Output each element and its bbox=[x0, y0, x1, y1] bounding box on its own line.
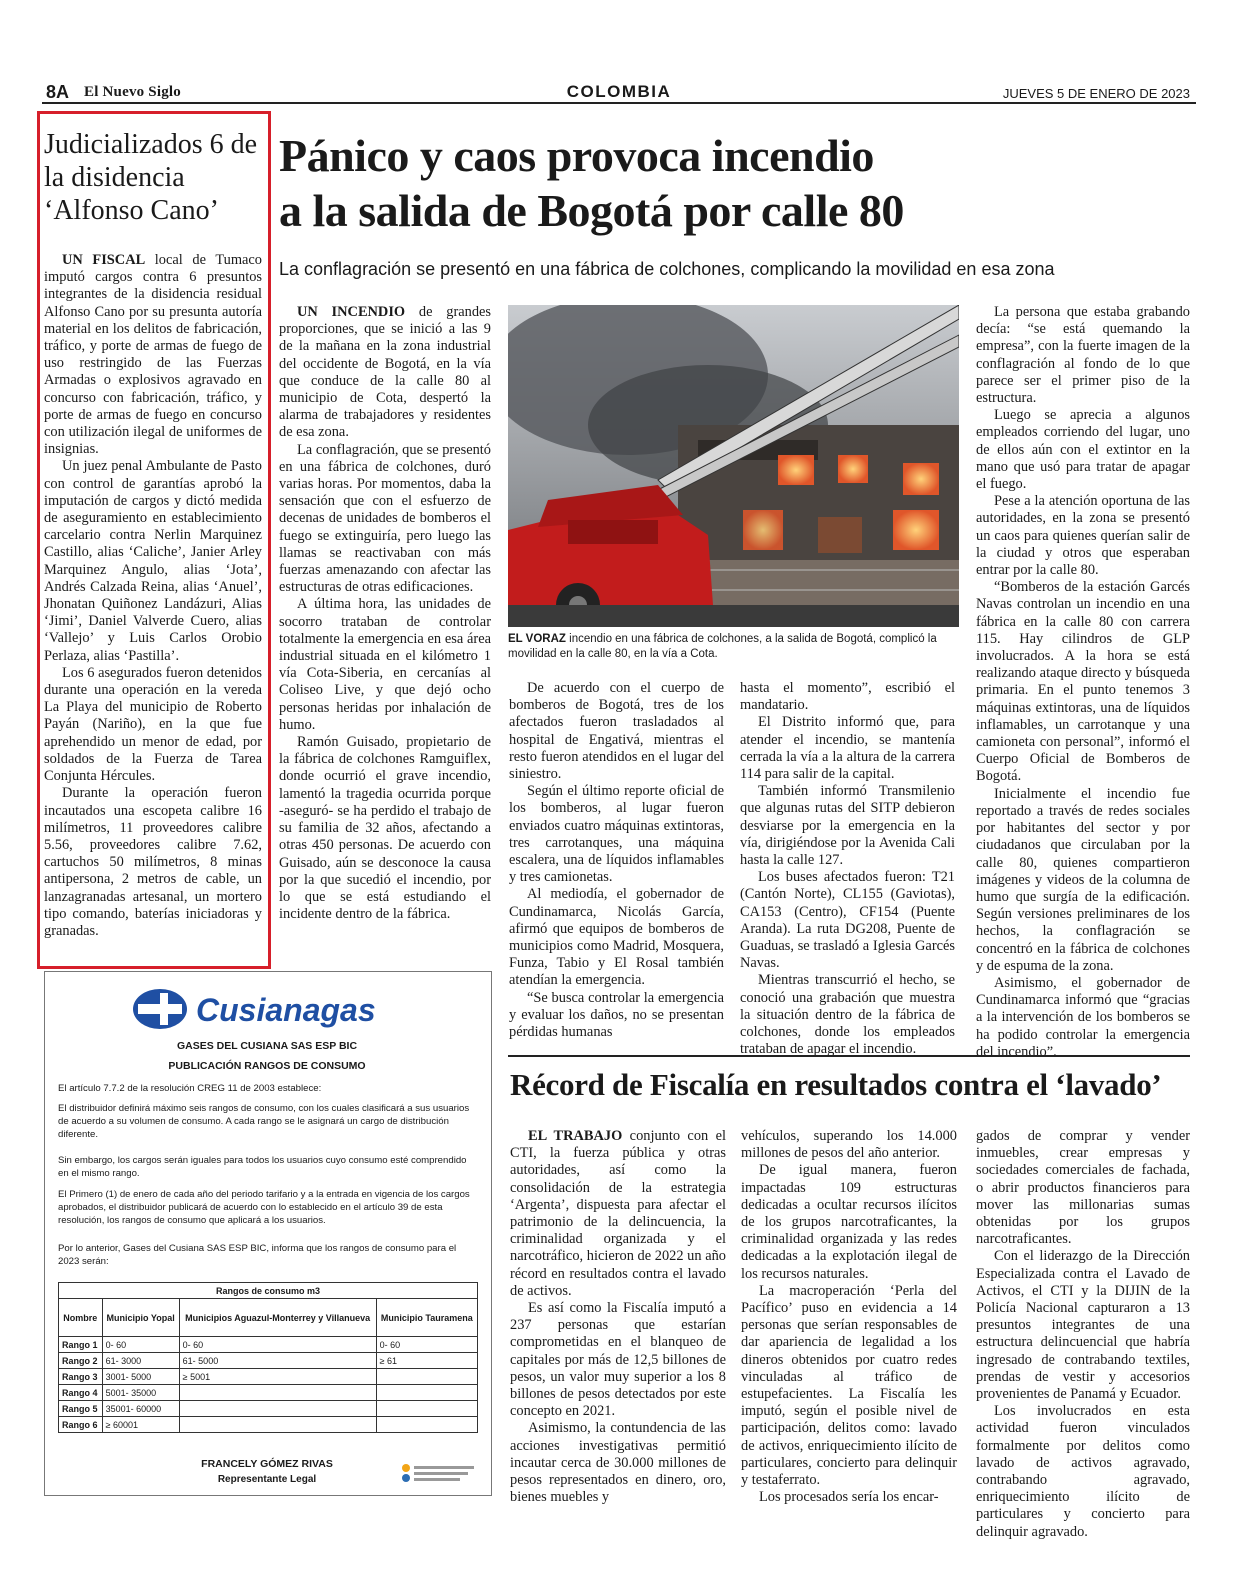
article-paragraph: Los involucrados en esta actividad fueron vinculados formalmente por delitos como lavado de activos agravado, contrabando agravado, enriquecimiento ilícito de particulares y concierto para delinquir agravado. bbox=[976, 1403, 1190, 1540]
second-column-2 bbox=[741, 1128, 957, 1506]
main-column-1 bbox=[279, 304, 491, 923]
photo-caption: EL VORAZ incendio en una fábrica de colchones, a la salida de Bogotá, complicó la movilidad en la calle 80, en la vía a Cota. bbox=[508, 633, 937, 660]
ad-text: El distribuidor definirá máximo seis rangos de consumo, con los cuales clasificará a sus usuarios de acuerdo a su volumen de consumo. A cada rango se le asignará un cargo de distribución diferente. bbox=[58, 1103, 470, 1140]
article-paragraph: Ramón Guisado, propietario de la fábrica de colchones Ramguiflex, donde ocurrió el grave incendio, lamentó la tragedia ocurrida porque -aseguró- se ha perdido el trabajo de su familia de 32 años, afectando a otras 450 personas. De acuerdo con Guisado, aún se desconoce la causa por la que sucedió el incendio, por lo que se está estudiando el incidente dentro de la fábrica. bbox=[279, 734, 491, 923]
article-paragraph: “Se busca controlar la emergencia y evaluar los daños, no se presentan pérdidas humanas bbox=[509, 989, 724, 1041]
second-column-1 bbox=[510, 1128, 726, 1506]
article-paragraph: De acuerdo con el cuerpo de bomberos de Bogotá, tres de los afectados fueron trasladados al hospital de Engativá, mientras el resto fueron atendidos en el lugar del siniestro. bbox=[509, 680, 724, 783]
section-divider bbox=[508, 1055, 1190, 1057]
table-header: Municipios Aguazul-Monterrey y Villanueva bbox=[179, 1299, 376, 1337]
article-paragraph: Mientras transcurrió el hecho, se conoció una grabación que muestra la situación dentro de la fábrica de colchones, donde los empleados trataban de apagar el incendio. bbox=[740, 972, 955, 1058]
sidebar-paragraph: Un juez penal Ambulante de Pasto con control de garantías aprobó la imputación de cargos y dictó medida de aseguramiento en establecimiento carcelario contra Nerlin Marquinez Castillo, alias ‘Caliche’, Janier Arley Marquinez Angulo, alias ‘Jota’, Andrés Calzada Reina, alias ‘Anuel’, Jhonatan Quiñonez Landázuri, Alias ‘Jimi’, Daniel Valverde Cuero, alias ‘Vallejo’ y Luis Carlos Orobio Perlaza, alias ‘Pastilla’. bbox=[44, 458, 262, 664]
ad-text: El artículo 7.7.2 de la resolución CREG 11 de 2003 establece: bbox=[58, 1083, 322, 1094]
article-paragraph: A última hora, las unidades de socorro trataban de controlar totalmente la emergencia en esa área industrial situada en el kilómetro 1 vía Cota-Siberia, en cercanías al Coliseo Live, y que dejó ocho personas heridas por inhalación de humo. bbox=[279, 596, 491, 733]
newspaper-name: El Nuevo Siglo bbox=[84, 84, 181, 100]
table-header: Municipio Yopal bbox=[102, 1299, 179, 1337]
consumption-ranges-table-wrap bbox=[58, 1282, 478, 1433]
article-paragraph: EL TRABAJO conjunto con el CTI, la fuerza pública y otras autoridades, así como la consolidación de la estrategia ‘Argenta’, dispuesta para afectar el patrimonio de la delincuencia, la criminalidad organizada y el narcotráfico, hicieron de 2022 un año récord en resultados contra el lavado de activos. bbox=[510, 1128, 726, 1299]
table-title: Rangos de consumo m3 bbox=[59, 1283, 478, 1299]
article-paragraph: La macroperación ‘Perla del Pacífico’ puso en evidencia a 14 personas que serían responsables de dar apariencia de legalidad a los dineros obtenidos por cuatro redes vinculadas al tráfico de estupefacientes. La Fiscalía les imputó, según el posible nivel de participación, delitos como: lavado de activos, enriquecimiento ilícito de particulares, concierto para delinquir y testaferrato. bbox=[741, 1282, 957, 1489]
second-headline: Récord de Fiscalía en resultados contra el ‘lavado’ bbox=[510, 1067, 1162, 1102]
article-paragraph: Asimismo, el gobernador de Cundinamarca informó que “gracias a la intervención de los bomberos se ha podido controlar la emergencia del incendio”. bbox=[976, 974, 1190, 1060]
article-paragraph: Es así como la Fiscalía imputó a 237 personas que estarían comprometidas en el blanqueo de capitales por más de 12,5 billones de pesos, un valor muy superior a los 8 billones de pesos detectados por este concepto en 2021. bbox=[510, 1300, 726, 1420]
brand-name: Cusianagas bbox=[196, 992, 376, 1028]
main-column-2 bbox=[509, 680, 724, 1041]
ad-signer: FRANCELY GÓMEZ RIVAS bbox=[201, 1458, 333, 1470]
cusianagas-logo bbox=[130, 985, 430, 1033]
article-paragraph: La persona que estaba grabando decía: “se está quemando la empresa”, con la fuerte imagen de la conflagración al fondo de lo que parece ser el primer piso de la estructura. bbox=[976, 304, 1190, 407]
article-paragraph: La conflagración, que se presentó en una fábrica de colchones, duró varias horas. Por momentos, daba la sensación que con el esfuerzo de decenas de unidades de bomberos el fuego se extinguiría, pero luego las llamas se reactivaban con más fuerzas amenazando con afectar las estructuras de otras edificaciones. bbox=[279, 441, 491, 596]
ad-title: PUBLICACIÓN RANGOS DE CONSUMO bbox=[168, 1060, 366, 1072]
sidebar-headline: Judicializados 6 de la disidencia ‘Alfonso Cano’ bbox=[44, 129, 258, 226]
table-row: Rango 2 61- 3000 61- 5000 ≥ 61 bbox=[59, 1353, 478, 1369]
article-paragraph: Al mediodía, el gobernador de Cundinamarca, Nicolás García, afirmó que equipos de bomberos de municipios como Madrid, Mosquera, Funza, Tabio y El Rosal también atendían la emergencia. bbox=[509, 886, 724, 989]
ad-text: El Primero (1) de enero de cada año del periodo tarifario y a la entrada en vigencia de los cargos aprobados, el distribuidor publicará de acuerdo con lo establecido en el artículo 39 de esta resolución, los rangos de consumo que aplicará a los usuarios. bbox=[58, 1189, 470, 1226]
table-row: Rango 1 0- 60 0- 60 0- 60 bbox=[59, 1337, 478, 1353]
article-paragraph: También informó Transmilenio que algunas rutas del SITP debieron desviarse por la emergencia en la vía, dirigiéndose por la Avenida Cali hasta la calle 127. bbox=[740, 783, 955, 869]
ad-text: Sin embargo, los cargos serán iguales para todos los usuarios cuyo consumo esté comprendido en el mismo rango. bbox=[58, 1155, 467, 1179]
table-row: Rango 3 3001- 5000 ≥ 5001 bbox=[59, 1369, 478, 1385]
ad-text: Por lo anterior, Gases del Cusiana SAS ESP BIC, informa que los rangos de consumo para el 2023 serán: bbox=[58, 1243, 457, 1267]
lead-caps: UN INCENDIO bbox=[297, 304, 406, 320]
page-number: 8A bbox=[46, 82, 70, 102]
article-paragraph: UN INCENDIO de grandes proporciones, que se inició a las 9 de la mañana en la zona industrial del occidente de Bogotá, en la vía que conduce de la calle 80 al municipio de Cota, despertó la alarma de trabajadores y residentes de esa zona. bbox=[279, 304, 491, 441]
table-header: Municipio Tauramena bbox=[376, 1299, 477, 1337]
seal-icon bbox=[398, 1460, 478, 1486]
article-paragraph: gados de comprar y vender inmuebles, crear empresas y sociedades comerciales de fachada, o abrir productos financieros para mover las millonarias sumas obtenidas por los grupos narcotraficantes. bbox=[976, 1128, 1190, 1248]
main-headline: Pánico y caos provoca incendio a la salida de Bogotá por calle 80 bbox=[279, 130, 904, 236]
main-column-4 bbox=[976, 304, 1190, 1061]
masthead-rule bbox=[42, 102, 1196, 104]
fire-photo-graphic bbox=[508, 305, 959, 627]
sidebar-paragraph: Durante la operación fueron incautados una escopeta calibre 16 milímetros, 11 proveedores calibre 5.56, proveedores calibre 7.62, cartuchos 50 milímetros, 8 minas antipersona, 2 metros de cable, un lanzagranadas artesanal, un mortero tipo comando, baterías iniciadoras y granadas. bbox=[44, 785, 262, 939]
article-paragraph: Con el liderazgo de la Dirección Especializada contra el Lavado de Activos, el CTI y la DIJIN de la Policía Nacional capturaron a 13 presuntos integrantes de una estructura delincuencial que habría ingresado de contrabando textiles, prendas de vestir y accesorios provenientes de Panamá y Ecuador. bbox=[976, 1248, 1190, 1403]
article-paragraph: Luego se aprecia a algunos empleados corriendo del lugar, uno de ellos aún con el extintor en la mano que usó para tratar de apagar el fuego. bbox=[976, 407, 1190, 493]
lead-caps: UN FISCAL bbox=[62, 252, 146, 268]
consumption-ranges-table bbox=[58, 1282, 478, 1433]
issue-date: JUEVES 5 DE ENERO DE 2023 bbox=[1002, 86, 1190, 101]
ad-company: GASES DEL CUSIANA SAS ESP BIC bbox=[176, 1040, 358, 1052]
article-paragraph: Los buses afectados fueron: T21 (Cantón Norte), CL155 (Gaviotas), CA153 (Centro), CF154 (Puente Aranda). La ruta DG208, Puente de Guaduas, se trasladó a Iglesia Garcés Navas. bbox=[740, 869, 955, 972]
supervision-seal bbox=[398, 1460, 478, 1486]
article-paragraph: Los procesados sería los encar- bbox=[759, 1489, 939, 1506]
lead-caps: EL TRABAJO bbox=[528, 1128, 623, 1144]
sidebar-paragraph: UN FISCAL local de Tumaco imputó cargos contra 6 presuntos integrantes de la disidencia residual Alfonso Cano por su presunta autoría material en los delitos de fabricación, tráfico, y porte de armas de fuego de uso restringido de las Fuerzas Armadas o explosivos agravado en concurso con fabricación, tráfico, y porte de armas de fuego en concurso con utilización ilegal de uniformes de insignias. bbox=[44, 252, 262, 458]
article-paragraph: vehículos, superando los 14.000 millones de pesos del año anterior. bbox=[741, 1128, 957, 1162]
main-subheadline: La conflagración se presentó en una fábrica de colchones, complicando la movilidad en esa zona bbox=[279, 259, 1055, 279]
article-paragraph: “Bomberos de la estación Garcés Navas controlan un incendio en una fábrica en la calle 80 con carrera 115. Hay cilindros de GLP involucrados. A la hora se está realizando ataque directo y búsqueda primaria. En el punto tenemos 3 máquinas extintoras, una de líquidos inflamables, un carrotanque y una camioneta con personal”, informó el Cuerpo Oficial de Bomberos de Bogotá. bbox=[976, 579, 1190, 785]
table-row: Rango 4 5001- 35000 bbox=[59, 1385, 478, 1401]
second-column-3 bbox=[976, 1128, 1190, 1541]
ad-signer-role: Representante Legal bbox=[217, 1474, 317, 1485]
cusianagas-logo-icon bbox=[130, 985, 430, 1033]
section-title: COLOMBIA bbox=[566, 82, 672, 101]
article-paragraph: De igual manera, fueron impactadas 109 estructuras dedicadas a ocultar recursos ilícitos de los grupos narcotraficantes, la criminalidad organizada y las redes dedicadas a la explotación ilegal de los recursos naturales. bbox=[741, 1162, 957, 1282]
table-row: Rango 5 35001- 60000 bbox=[59, 1401, 478, 1417]
article-paragraph: Inicialmente el incendio fue reportado a través de redes sociales por habitantes del sector y por ciudadanos que circulaban por la calle 80, quienes compartieron imágenes y videos de la columna de humo que surgía de la edificación. Según versiones preliminares de los hechos, la conflagración se concentró en la fábrica de colchones y de espuma de la zona. bbox=[976, 785, 1190, 974]
article-paragraph: Pese a la atención oportuna de las autoridades, en la zona se presentó un caos para quienes querían salir de la ciudad y otros que esperaban entrar por la calle 80. bbox=[976, 493, 1190, 579]
main-column-3 bbox=[740, 680, 955, 1058]
article-paragraph: Asimismo, la contundencia de las acciones investigativas permitió incautar cerca de 30.000 millones de pesos representados en dinero, oro, bienes muebles y bbox=[510, 1420, 726, 1506]
article-paragraph: El Distrito informó que, para atender el incendio, se mantenía cerrada la vía a la altura de la carrera 114 para salir de la capital. bbox=[740, 714, 955, 783]
sidebar-body bbox=[44, 252, 262, 940]
fire-photo bbox=[508, 305, 959, 627]
sidebar-paragraph: Los 6 asegurados fueron detenidos durante una operación en la vereda La Playa del municipio de Roberto Payán (Nariño), en la que fue aprehendido un menor de edad, por soldados de la Fuerza de Tarea Conjunta Hércules. bbox=[44, 664, 262, 785]
article-paragraph: hasta el momento”, escribió el mandatario. bbox=[740, 680, 955, 714]
table-header: Nombre bbox=[59, 1299, 103, 1337]
article-paragraph: Según el último reporte oficial de los bomberos, al lugar fueron enviados cuatro máquinas extintoras, tres carrotanques, una máquina escalera, una de líquidos inflamables y tres camionetas. bbox=[509, 783, 724, 886]
table-row: Rango 6 ≥ 60001 bbox=[59, 1417, 478, 1433]
